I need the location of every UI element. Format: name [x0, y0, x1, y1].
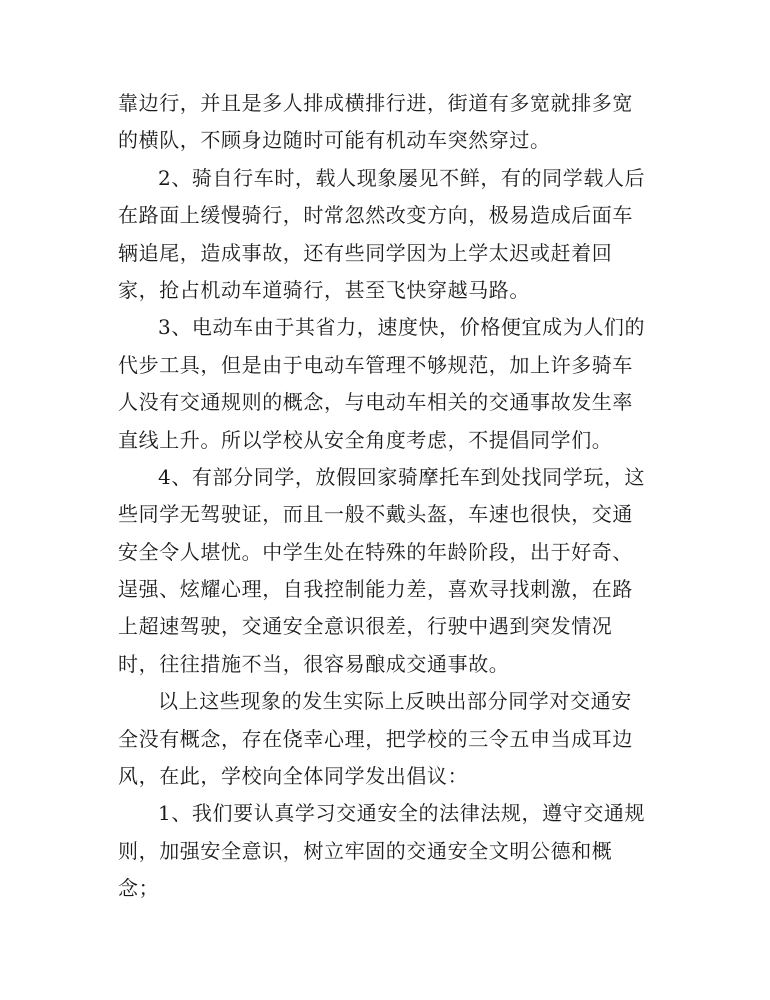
paragraph-crossing-road	[118, 85, 658, 160]
text-line: 3、电动车由于其省力，速度快，价格便宜成为人们的	[158, 315, 646, 340]
text-line: 直线上升。所以学校从安全角度考虑，不提倡同学们。	[118, 427, 613, 452]
text-line: 2、骑自行车时，载人现象屡见不鲜，有的同学载人后	[158, 165, 646, 190]
text-line: 4、有部分同学，放假回家骑摩托车到处找同学玩，这	[158, 464, 646, 489]
paragraph-motorcycle	[118, 459, 658, 683]
text-line: 逞强、炫耀心理，自我控制能力差，喜欢寻找刺激，在路	[118, 577, 633, 602]
text-line: 全没有概念，存在侥幸心理，把学校的三令五申当成耳边	[118, 726, 633, 751]
text-line: 以上这些现象的发生实际上反映出部分同学对交通安	[158, 689, 632, 714]
text-line: 人没有交通规则的概念，与电动车相关的交通事故发生率	[118, 390, 633, 415]
paragraph-summary	[118, 683, 658, 795]
text-line: 风，在此，学校向全体同学发出倡议：	[118, 764, 469, 789]
paragraph-bicycle	[118, 160, 658, 310]
text-line: 靠边行，并且是多人排成横排行进，街道有多宽就排多宽	[118, 91, 633, 115]
text-line: 安全令人堪忧。中学生处在特殊的年龄阶段，出于好奇、	[118, 539, 633, 564]
text-line: 代步工具，但是由于电动车管理不够规范，加上许多骑车	[118, 352, 633, 377]
paragraph-electric-vehicle	[118, 309, 658, 459]
text-line: 时，往往措施不当，很容易酿成交通事故。	[118, 651, 510, 676]
text-line: 在路面上缓慢骑行，时常忽然改变方向，极易造成后面车	[118, 203, 633, 228]
document-body	[118, 85, 658, 908]
text-line: 些同学无驾驶证，而且一般不戴头盔，车速也很快，交通	[118, 502, 633, 527]
text-line: 辆追尾，造成事故，还有些同学因为上学太迟或赶着回	[118, 240, 613, 265]
text-line: 上超速驾驶，交通安全意识很差，行驶中遇到突发情况	[118, 614, 613, 639]
text-line: 1、我们要认真学习交通安全的法律法规，遵守交通规	[158, 801, 646, 826]
text-line: 念；	[118, 876, 160, 901]
paragraph-proposal-1	[118, 795, 658, 907]
text-line: 则，加强安全意识，树立牢固的交通安全文明公德和概	[118, 838, 613, 863]
text-line: 家，抢占机动车道骑行，甚至飞快穿越马路。	[118, 277, 530, 302]
text-line: 的横队，不顾身边随时可能有机动车突然穿过。	[118, 128, 551, 153]
